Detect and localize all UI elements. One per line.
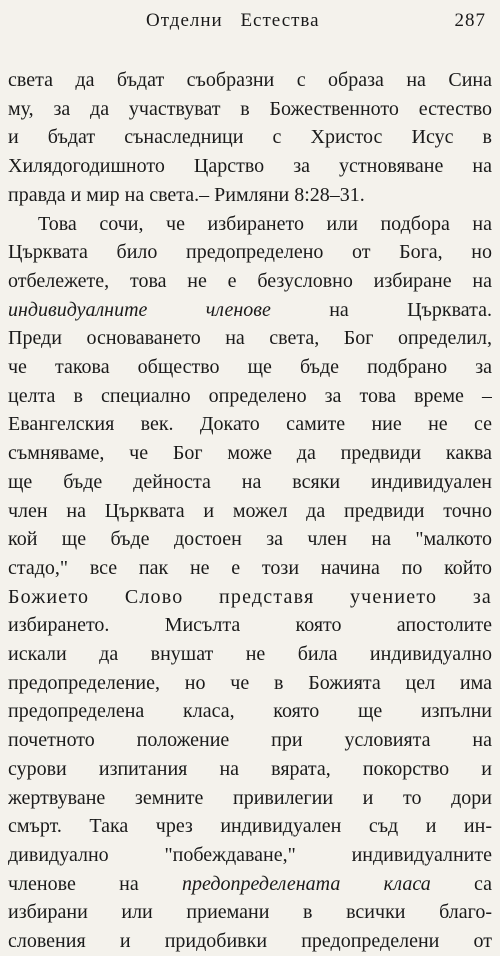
text-line: избирането. Мисълта която апостолите [8,614,492,637]
paragraph-start-line: Това сочи, че избирането или подбора на [38,212,492,235]
text-line: дивидуално "побеждаване," индивидуалните [8,843,492,866]
text-line: ще бъде дейноста на всяки индивидуален [8,470,492,493]
emphasis-text: предопределената класа [182,872,431,895]
text-line: предопределена класа, която ще изпълни [8,700,492,723]
text-line: словения и придобивки предопределени от [8,930,492,953]
page-number: 287 [454,10,486,31]
text-line: избирани или приемани в всички благо- [8,901,492,924]
text-fragment: са [430,872,492,895]
text-line: почетното положение при условията на [8,729,492,752]
running-title: Отделни Естества [146,10,320,31]
text-line: жертвуване земните привилегии и то дори [8,786,492,809]
text-line: член на Църквата и можел да предвиди точно [8,499,492,522]
text-line: Божието Слово представя учението за [8,585,492,608]
running-header [0,6,500,36]
text-fragment: членове на [8,872,182,895]
text-line-with-emphasis [8,870,492,899]
text-line-with-emphasis [8,296,492,325]
text-line: целта в специално определено за това време – [8,384,492,407]
text-line: кой ще бъде достоен за член на "малкото [8,528,492,551]
text-line: правда и мир на света.– Римляни 8:28–31. [8,183,365,206]
text-line: отбележете, това не е безусловно избиране на [8,269,492,292]
text-line: сурови изпитания на вярата, покорство и [8,757,492,780]
text-line: света да бъдат съобразни с образа на Сина [8,69,492,91]
text-line: че такова общество ще бъде подбрано за [8,356,492,379]
text-line: стадо," все пак не е този начина по който [8,556,492,579]
text-line: Преди основаването на света, Бог определил, [8,327,492,350]
text-line: и бъдат сънаследници с Христос Исус в [8,126,492,149]
emphasis-text: индивидуалните членове [8,298,271,321]
text-line: смърт. Така чрез индивидуален съд и ин- [8,815,492,838]
body-text [8,66,492,956]
text-line: Църквата било предопределено от Бога, но [8,241,492,264]
text-line: съмняваме, че Бог може да предвиди каква [8,442,492,465]
text-line: Евангелския век. Докато самите ние не се [8,413,492,436]
text-fragment: на Църквата. [270,298,492,321]
text-line: Хилядогодишното Царство за устновяване на [8,155,492,178]
text-line: искали да внушат не била индивидуално [8,643,492,666]
text-line: му, за да участвуват в Божественното естество [8,97,492,120]
text-line: предопределение, но че в Божията цел има [8,671,492,694]
